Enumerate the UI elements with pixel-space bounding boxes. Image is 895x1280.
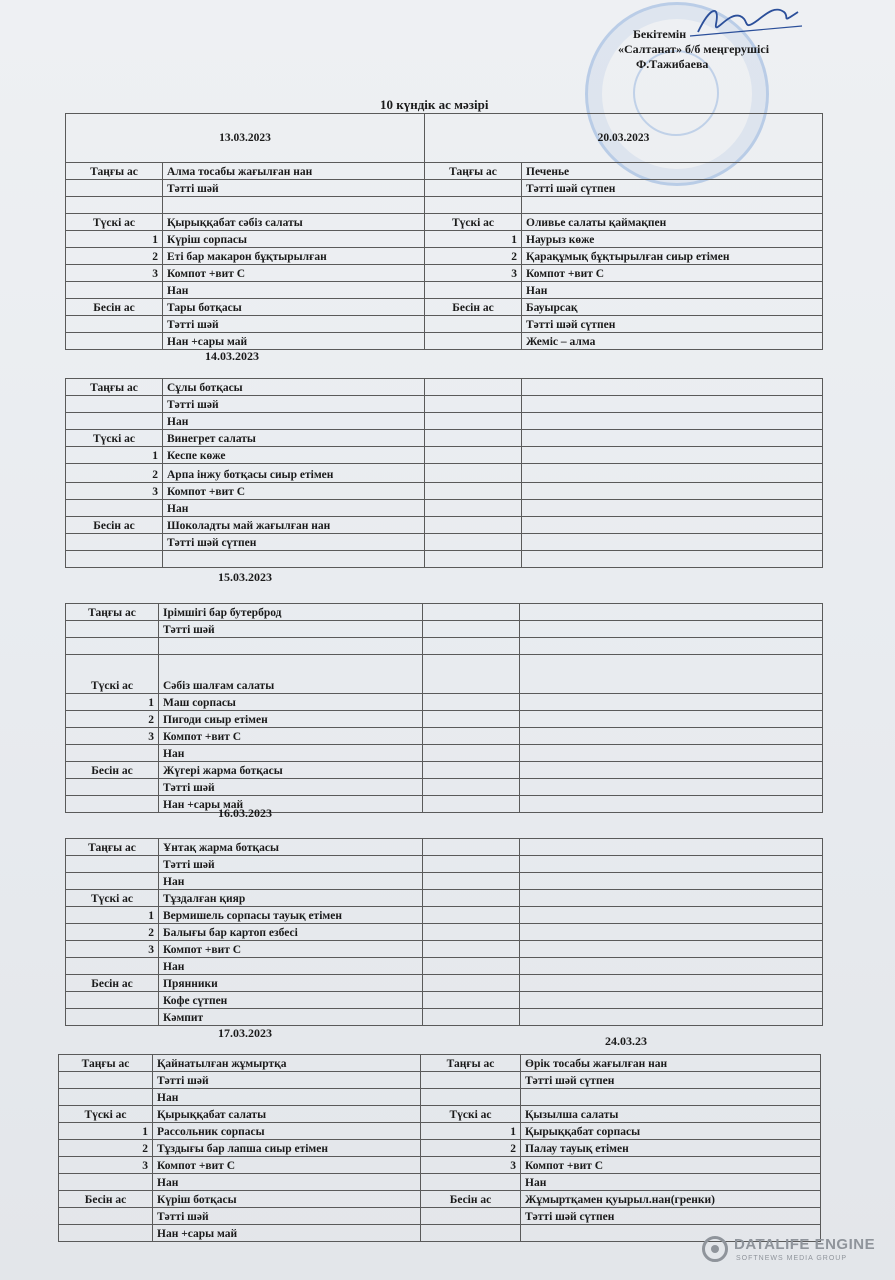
empty-cell bbox=[423, 839, 520, 856]
dish-cell: Компот +вит С bbox=[163, 265, 425, 282]
meal-label-cell: 2 bbox=[66, 464, 163, 483]
meal-label-cell bbox=[66, 638, 159, 655]
dish-cell: Тәтті шәй bbox=[159, 779, 423, 796]
meal-label-cell bbox=[421, 1089, 521, 1106]
datalife-logo-icon bbox=[702, 1236, 728, 1262]
menu-row bbox=[66, 779, 823, 796]
empty-cell bbox=[520, 604, 823, 621]
meal-label-cell: 1 bbox=[66, 907, 159, 924]
date-heading-left: 17.03.2023 bbox=[218, 1026, 272, 1040]
menu-table-day1 bbox=[65, 113, 823, 350]
meal-label-cell bbox=[425, 333, 522, 350]
empty-cell bbox=[522, 396, 823, 413]
dish-cell: Қырыққабат салаты bbox=[153, 1106, 421, 1123]
dish-cell: Тұздығы бар лапша сиыр етімен bbox=[153, 1140, 421, 1157]
dish-cell: Жеміс – алма bbox=[522, 333, 823, 350]
menu-row bbox=[66, 941, 823, 958]
menu-row bbox=[66, 907, 823, 924]
dish-cell: Сұлы ботқасы bbox=[163, 379, 425, 396]
menu-row bbox=[59, 1106, 821, 1123]
menu-row bbox=[59, 1140, 821, 1157]
dish-cell: Күріш ботқасы bbox=[153, 1191, 421, 1208]
dish-cell: Тұздалған қияр bbox=[159, 890, 423, 907]
dish-cell bbox=[163, 551, 425, 568]
menu-row bbox=[59, 1191, 821, 1208]
empty-cell bbox=[423, 924, 520, 941]
meal-label-cell: Таңғы ас bbox=[66, 604, 159, 621]
meal-label-cell bbox=[66, 958, 159, 975]
empty-cell bbox=[423, 711, 520, 728]
meal-label-cell bbox=[66, 396, 163, 413]
meal-label-cell: 2 bbox=[66, 924, 159, 941]
menu-row bbox=[66, 711, 823, 728]
empty-cell bbox=[520, 907, 823, 924]
empty-cell bbox=[522, 379, 823, 396]
dish-cell: Еті бар макарон бұқтырылған bbox=[163, 248, 425, 265]
menu-row bbox=[66, 430, 823, 447]
dish-cell: Компот +вит С bbox=[522, 265, 823, 282]
empty-cell bbox=[423, 958, 520, 975]
dish-cell: Нан +сары май bbox=[163, 333, 425, 350]
menu-row bbox=[66, 1009, 823, 1026]
meal-label-cell bbox=[421, 1174, 521, 1191]
menu-row bbox=[66, 924, 823, 941]
empty-cell bbox=[423, 992, 520, 1009]
dish-cell: Нан bbox=[163, 413, 425, 430]
dish-cell: Нан bbox=[522, 282, 823, 299]
empty-cell bbox=[520, 890, 823, 907]
empty-cell bbox=[423, 873, 520, 890]
menu-row bbox=[66, 248, 823, 265]
menu-row bbox=[66, 379, 823, 396]
menu-row bbox=[66, 231, 823, 248]
meal-label-cell bbox=[66, 534, 163, 551]
empty-cell bbox=[520, 958, 823, 975]
meal-label-cell: 1 bbox=[59, 1123, 153, 1140]
dish-cell: Компот +вит С bbox=[163, 483, 425, 500]
meal-label-cell bbox=[421, 1225, 521, 1242]
empty-cell bbox=[423, 1009, 520, 1026]
meal-label-cell: Таңғы ас bbox=[66, 163, 163, 180]
dish-cell: Компот +вит С bbox=[159, 728, 423, 745]
meal-label-cell: Таңғы ас bbox=[59, 1055, 153, 1072]
meal-label-cell: Түскі ас bbox=[59, 1106, 153, 1123]
dish-cell: Тәтті шәй сүтпен bbox=[521, 1208, 821, 1225]
dish-cell: Тәтті шәй bbox=[163, 180, 425, 197]
dish-cell: Күріш сорпасы bbox=[163, 231, 425, 248]
meal-label-cell: Түскі ас bbox=[66, 655, 159, 694]
meal-label-cell: 2 bbox=[66, 711, 159, 728]
dish-cell: Қырыққабат сорпасы bbox=[521, 1123, 821, 1140]
meal-label-cell bbox=[425, 197, 522, 214]
meal-label-cell: Түскі ас bbox=[425, 214, 522, 231]
empty-cell bbox=[425, 430, 522, 447]
page-title: 10 күндік ас мәзірі bbox=[380, 97, 489, 112]
empty-cell bbox=[423, 604, 520, 621]
empty-cell bbox=[423, 907, 520, 924]
meal-label-cell bbox=[66, 197, 163, 214]
dish-cell: Балығы бар картоп езбесі bbox=[159, 924, 423, 941]
dish-cell: Палау тауық етімен bbox=[521, 1140, 821, 1157]
empty-cell bbox=[520, 941, 823, 958]
meal-label-cell: Түскі ас bbox=[66, 890, 159, 907]
menu-row bbox=[59, 1208, 821, 1225]
empty-cell bbox=[423, 728, 520, 745]
empty-cell bbox=[522, 447, 823, 464]
meal-label-cell bbox=[421, 1208, 521, 1225]
menu-row bbox=[66, 517, 823, 534]
dish-cell: Нан bbox=[163, 282, 425, 299]
menu-row bbox=[59, 1055, 821, 1072]
dish-cell: Тары ботқасы bbox=[163, 299, 425, 316]
empty-cell bbox=[520, 839, 823, 856]
menu-row bbox=[66, 992, 823, 1009]
dish-cell: Нан bbox=[159, 745, 423, 762]
menu-row bbox=[59, 1072, 821, 1089]
dish-cell: Қарақұмық бұқтырылған сиыр етімен bbox=[522, 248, 823, 265]
menu-row bbox=[66, 551, 823, 568]
dish-cell: Қайнатылған жұмыртқа bbox=[153, 1055, 421, 1072]
date-header-right: 20.03.2023 bbox=[425, 114, 823, 163]
empty-cell bbox=[520, 924, 823, 941]
meal-label-cell: 1 bbox=[66, 447, 163, 464]
meal-label-cell: 3 bbox=[421, 1157, 521, 1174]
watermark-brand: DATALIFE ENGINE bbox=[734, 1236, 876, 1253]
dish-cell: Тәтті шәй сүтпен bbox=[522, 180, 823, 197]
empty-cell bbox=[522, 464, 823, 483]
empty-cell bbox=[520, 728, 823, 745]
dish-cell: Бауырсақ bbox=[522, 299, 823, 316]
menu-row bbox=[66, 839, 823, 856]
datalife-watermark bbox=[702, 1234, 882, 1270]
meal-label-cell: Таңғы ас bbox=[421, 1055, 521, 1072]
menu-row bbox=[66, 214, 823, 231]
meal-label-cell bbox=[59, 1208, 153, 1225]
meal-label-cell: 2 bbox=[66, 248, 163, 265]
meal-label-cell bbox=[66, 316, 163, 333]
empty-cell bbox=[423, 694, 520, 711]
empty-cell bbox=[520, 711, 823, 728]
dish-cell: Жұмыртқамен қуырыл.нан(гренки) bbox=[521, 1191, 821, 1208]
approver-name: Ф.Тажибаева bbox=[636, 57, 709, 71]
menu-row bbox=[66, 745, 823, 762]
handwritten-signature bbox=[680, 2, 810, 42]
meal-label-cell bbox=[66, 282, 163, 299]
dish-cell: Нан bbox=[159, 958, 423, 975]
meal-label-cell: Түскі ас bbox=[66, 430, 163, 447]
dish-cell: Нан bbox=[153, 1174, 421, 1191]
empty-cell bbox=[423, 655, 520, 694]
empty-cell bbox=[522, 430, 823, 447]
empty-cell bbox=[522, 413, 823, 430]
empty-cell bbox=[423, 941, 520, 958]
menu-row bbox=[66, 413, 823, 430]
meal-label-cell bbox=[59, 1225, 153, 1242]
dish-cell: Қызылша салаты bbox=[521, 1106, 821, 1123]
dish-cell: Оливье салаты қаймақпен bbox=[522, 214, 823, 231]
meal-label-cell bbox=[66, 992, 159, 1009]
approval-label: Бекітемін bbox=[633, 27, 687, 41]
empty-cell bbox=[520, 1009, 823, 1026]
empty-cell bbox=[520, 779, 823, 796]
menu-row bbox=[66, 728, 823, 745]
meal-label-cell bbox=[66, 779, 159, 796]
dish-cell: Тәтті шәй bbox=[159, 856, 423, 873]
menu-row bbox=[66, 621, 823, 638]
meal-label-cell bbox=[66, 1009, 159, 1026]
empty-cell bbox=[423, 856, 520, 873]
approver-position: «Салтанат» б/б меңгерушісі bbox=[618, 42, 770, 56]
dish-cell: Тәтті шәй bbox=[163, 396, 425, 413]
empty-cell bbox=[423, 745, 520, 762]
menu-row bbox=[66, 447, 823, 464]
dish-cell: Тәтті шәй bbox=[153, 1072, 421, 1089]
empty-cell bbox=[425, 464, 522, 483]
empty-cell bbox=[425, 534, 522, 551]
menu-row bbox=[66, 316, 823, 333]
meal-label-cell: 1 bbox=[66, 694, 159, 711]
meal-label-cell bbox=[66, 500, 163, 517]
empty-cell bbox=[520, 856, 823, 873]
empty-cell bbox=[425, 551, 522, 568]
menu-row bbox=[66, 655, 823, 694]
dish-cell: Нан bbox=[521, 1174, 821, 1191]
dish-cell: Ұнтақ жарма ботқасы bbox=[159, 839, 423, 856]
menu-row bbox=[66, 483, 823, 500]
menu-table-day4 bbox=[65, 838, 823, 1026]
empty-cell bbox=[423, 779, 520, 796]
dish-cell: Маш сорпасы bbox=[159, 694, 423, 711]
menu-row bbox=[66, 873, 823, 890]
menu-row bbox=[66, 265, 823, 282]
dish-cell bbox=[521, 1089, 821, 1106]
menu-row bbox=[66, 604, 823, 621]
meal-label-cell bbox=[425, 316, 522, 333]
empty-cell bbox=[520, 694, 823, 711]
empty-cell bbox=[423, 621, 520, 638]
meal-label-cell: 1 bbox=[66, 231, 163, 248]
meal-label-cell bbox=[421, 1072, 521, 1089]
menu-row bbox=[66, 975, 823, 992]
dish-cell: Компот +вит С bbox=[159, 941, 423, 958]
watermark-sub: SOFTNEWS MEDIA GROUP bbox=[736, 1255, 848, 1262]
meal-label-cell bbox=[66, 180, 163, 197]
dish-cell: Нан bbox=[163, 500, 425, 517]
dish-cell: Тәтті шәй сүтпен bbox=[163, 534, 425, 551]
menu-row bbox=[59, 1123, 821, 1140]
empty-cell bbox=[423, 975, 520, 992]
meal-label-cell bbox=[59, 1089, 153, 1106]
menu-row bbox=[66, 856, 823, 873]
meal-label-cell: 1 bbox=[425, 231, 522, 248]
meal-label-cell bbox=[66, 856, 159, 873]
empty-cell bbox=[520, 975, 823, 992]
menu-row bbox=[66, 464, 823, 483]
menu-row bbox=[66, 197, 823, 214]
meal-label-cell: Бесін ас bbox=[421, 1191, 521, 1208]
empty-cell bbox=[425, 483, 522, 500]
meal-label-cell: 3 bbox=[59, 1157, 153, 1174]
menu-row bbox=[59, 1174, 821, 1191]
empty-cell bbox=[522, 517, 823, 534]
dish-cell: Винегрет салаты bbox=[163, 430, 425, 447]
meal-label-cell: Бесін ас bbox=[66, 762, 159, 779]
menu-row bbox=[66, 534, 823, 551]
empty-cell bbox=[423, 890, 520, 907]
meal-label-cell: 1 bbox=[421, 1123, 521, 1140]
date-heading: 14.03.2023 bbox=[205, 349, 259, 363]
meal-label-cell bbox=[59, 1072, 153, 1089]
empty-cell bbox=[522, 534, 823, 551]
empty-cell bbox=[520, 638, 823, 655]
meal-label-cell bbox=[66, 796, 159, 813]
meal-label-cell: 3 bbox=[66, 483, 163, 500]
meal-label-cell: Бесін ас bbox=[66, 975, 159, 992]
empty-cell bbox=[520, 745, 823, 762]
empty-cell bbox=[425, 447, 522, 464]
dish-cell: Ірімшігі бар бутерброд bbox=[159, 604, 423, 621]
empty-cell bbox=[520, 992, 823, 1009]
dish-cell: Сәбіз шалғам салаты bbox=[159, 655, 423, 694]
meal-label-cell bbox=[66, 621, 159, 638]
meal-label-cell bbox=[425, 282, 522, 299]
menu-row bbox=[66, 396, 823, 413]
dish-cell: Қырыққабат сәбіз салаты bbox=[163, 214, 425, 231]
empty-cell bbox=[423, 762, 520, 779]
meal-label-cell: Түскі ас bbox=[66, 214, 163, 231]
menu-row bbox=[66, 500, 823, 517]
empty-cell bbox=[425, 396, 522, 413]
dish-cell: Арпа інжу ботқасы сиыр етімен bbox=[163, 464, 425, 483]
meal-label-cell: 2 bbox=[421, 1140, 521, 1157]
dish-cell: Алма тосабы жағылған нан bbox=[163, 163, 425, 180]
meal-label-cell bbox=[59, 1174, 153, 1191]
empty-cell bbox=[520, 796, 823, 813]
meal-label-cell: 3 bbox=[66, 728, 159, 745]
meal-label-cell: Бесін ас bbox=[59, 1191, 153, 1208]
menu-row bbox=[66, 890, 823, 907]
empty-cell bbox=[520, 762, 823, 779]
empty-cell bbox=[425, 517, 522, 534]
dish-cell: Прянники bbox=[159, 975, 423, 992]
dish-cell: Компот +вит С bbox=[153, 1157, 421, 1174]
meal-label-cell: Таңғы ас bbox=[66, 379, 163, 396]
dish-cell: Кофе сүтпен bbox=[159, 992, 423, 1009]
meal-label-cell: Түскі ас bbox=[421, 1106, 521, 1123]
meal-label-cell bbox=[66, 873, 159, 890]
date-heading: 15.03.2023 bbox=[218, 570, 272, 584]
dish-cell: Шоколадты май жағылған нан bbox=[163, 517, 425, 534]
empty-cell bbox=[522, 551, 823, 568]
dish-cell: Нан +сары май bbox=[153, 1225, 421, 1242]
dish-cell: Компот +вит С bbox=[521, 1157, 821, 1174]
dish-cell: Өрік тосабы жағылған нан bbox=[521, 1055, 821, 1072]
meal-label-cell: Бесін ас bbox=[425, 299, 522, 316]
meal-label-cell: Бесін ас bbox=[66, 517, 163, 534]
meal-label-cell: 3 bbox=[425, 265, 522, 282]
menu-row bbox=[66, 282, 823, 299]
meal-label-cell: 3 bbox=[66, 265, 163, 282]
dish-cell: Нан bbox=[159, 873, 423, 890]
dish-cell bbox=[159, 638, 423, 655]
dish-cell: Наурыз көже bbox=[522, 231, 823, 248]
menu-row bbox=[66, 796, 823, 813]
menu-row bbox=[59, 1157, 821, 1174]
empty-cell bbox=[425, 379, 522, 396]
menu-table-day3 bbox=[65, 603, 823, 813]
empty-cell bbox=[520, 873, 823, 890]
dish-cell: Нан bbox=[153, 1089, 421, 1106]
dish-cell bbox=[163, 197, 425, 214]
empty-cell bbox=[423, 796, 520, 813]
date-header-left: 13.03.2023 bbox=[66, 114, 425, 163]
empty-cell bbox=[520, 655, 823, 694]
menu-row bbox=[66, 163, 823, 180]
dish-cell: Тәтті шәй bbox=[159, 621, 423, 638]
meal-label-cell: 3 bbox=[66, 941, 159, 958]
menu-row bbox=[66, 333, 823, 350]
meal-label-cell: Таңғы ас bbox=[425, 163, 522, 180]
dish-cell: Печенье bbox=[522, 163, 823, 180]
meal-label-cell: 2 bbox=[59, 1140, 153, 1157]
dish-cell: Тәтті шәй bbox=[163, 316, 425, 333]
empty-cell bbox=[522, 483, 823, 500]
meal-label-cell bbox=[425, 180, 522, 197]
dish-cell: Рассольник сорпасы bbox=[153, 1123, 421, 1140]
meal-label-cell bbox=[66, 333, 163, 350]
empty-cell bbox=[520, 621, 823, 638]
meal-label-cell: Таңғы ас bbox=[66, 839, 159, 856]
date-heading-right: 24.03.23 bbox=[605, 1034, 647, 1048]
dish-cell: Тәтті шәй bbox=[153, 1208, 421, 1225]
dish-cell: Тәтті шәй сүтпен bbox=[522, 316, 823, 333]
menu-table-day2 bbox=[65, 378, 823, 568]
dish-cell: Тәтті шәй сүтпен bbox=[521, 1072, 821, 1089]
dish-cell: Вермишель сорпасы тауық етімен bbox=[159, 907, 423, 924]
empty-cell bbox=[425, 413, 522, 430]
meal-label-cell: 2 bbox=[425, 248, 522, 265]
menu-row bbox=[59, 1089, 821, 1106]
menu-row bbox=[66, 299, 823, 316]
meal-label-cell bbox=[66, 745, 159, 762]
meal-label-cell bbox=[66, 551, 163, 568]
meal-label-cell bbox=[66, 413, 163, 430]
empty-cell bbox=[522, 500, 823, 517]
menu-row bbox=[66, 180, 823, 197]
menu-row bbox=[66, 958, 823, 975]
menu-row bbox=[66, 638, 823, 655]
dish-cell: Пигоди сиыр етімен bbox=[159, 711, 423, 728]
menu-table-day5 bbox=[58, 1054, 821, 1242]
menu-row bbox=[66, 762, 823, 779]
menu-row bbox=[66, 694, 823, 711]
dish-cell: Нан +сары май bbox=[159, 796, 423, 813]
empty-cell bbox=[425, 500, 522, 517]
dish-cell: Жүгері жарма ботқасы bbox=[159, 762, 423, 779]
date-heading: 16.03.2023 bbox=[218, 806, 272, 820]
dish-cell bbox=[522, 197, 823, 214]
empty-cell bbox=[423, 638, 520, 655]
meal-label-cell: Бесін ас bbox=[66, 299, 163, 316]
dish-cell: Кәмпит bbox=[159, 1009, 423, 1026]
dish-cell: Кеспе көже bbox=[163, 447, 425, 464]
